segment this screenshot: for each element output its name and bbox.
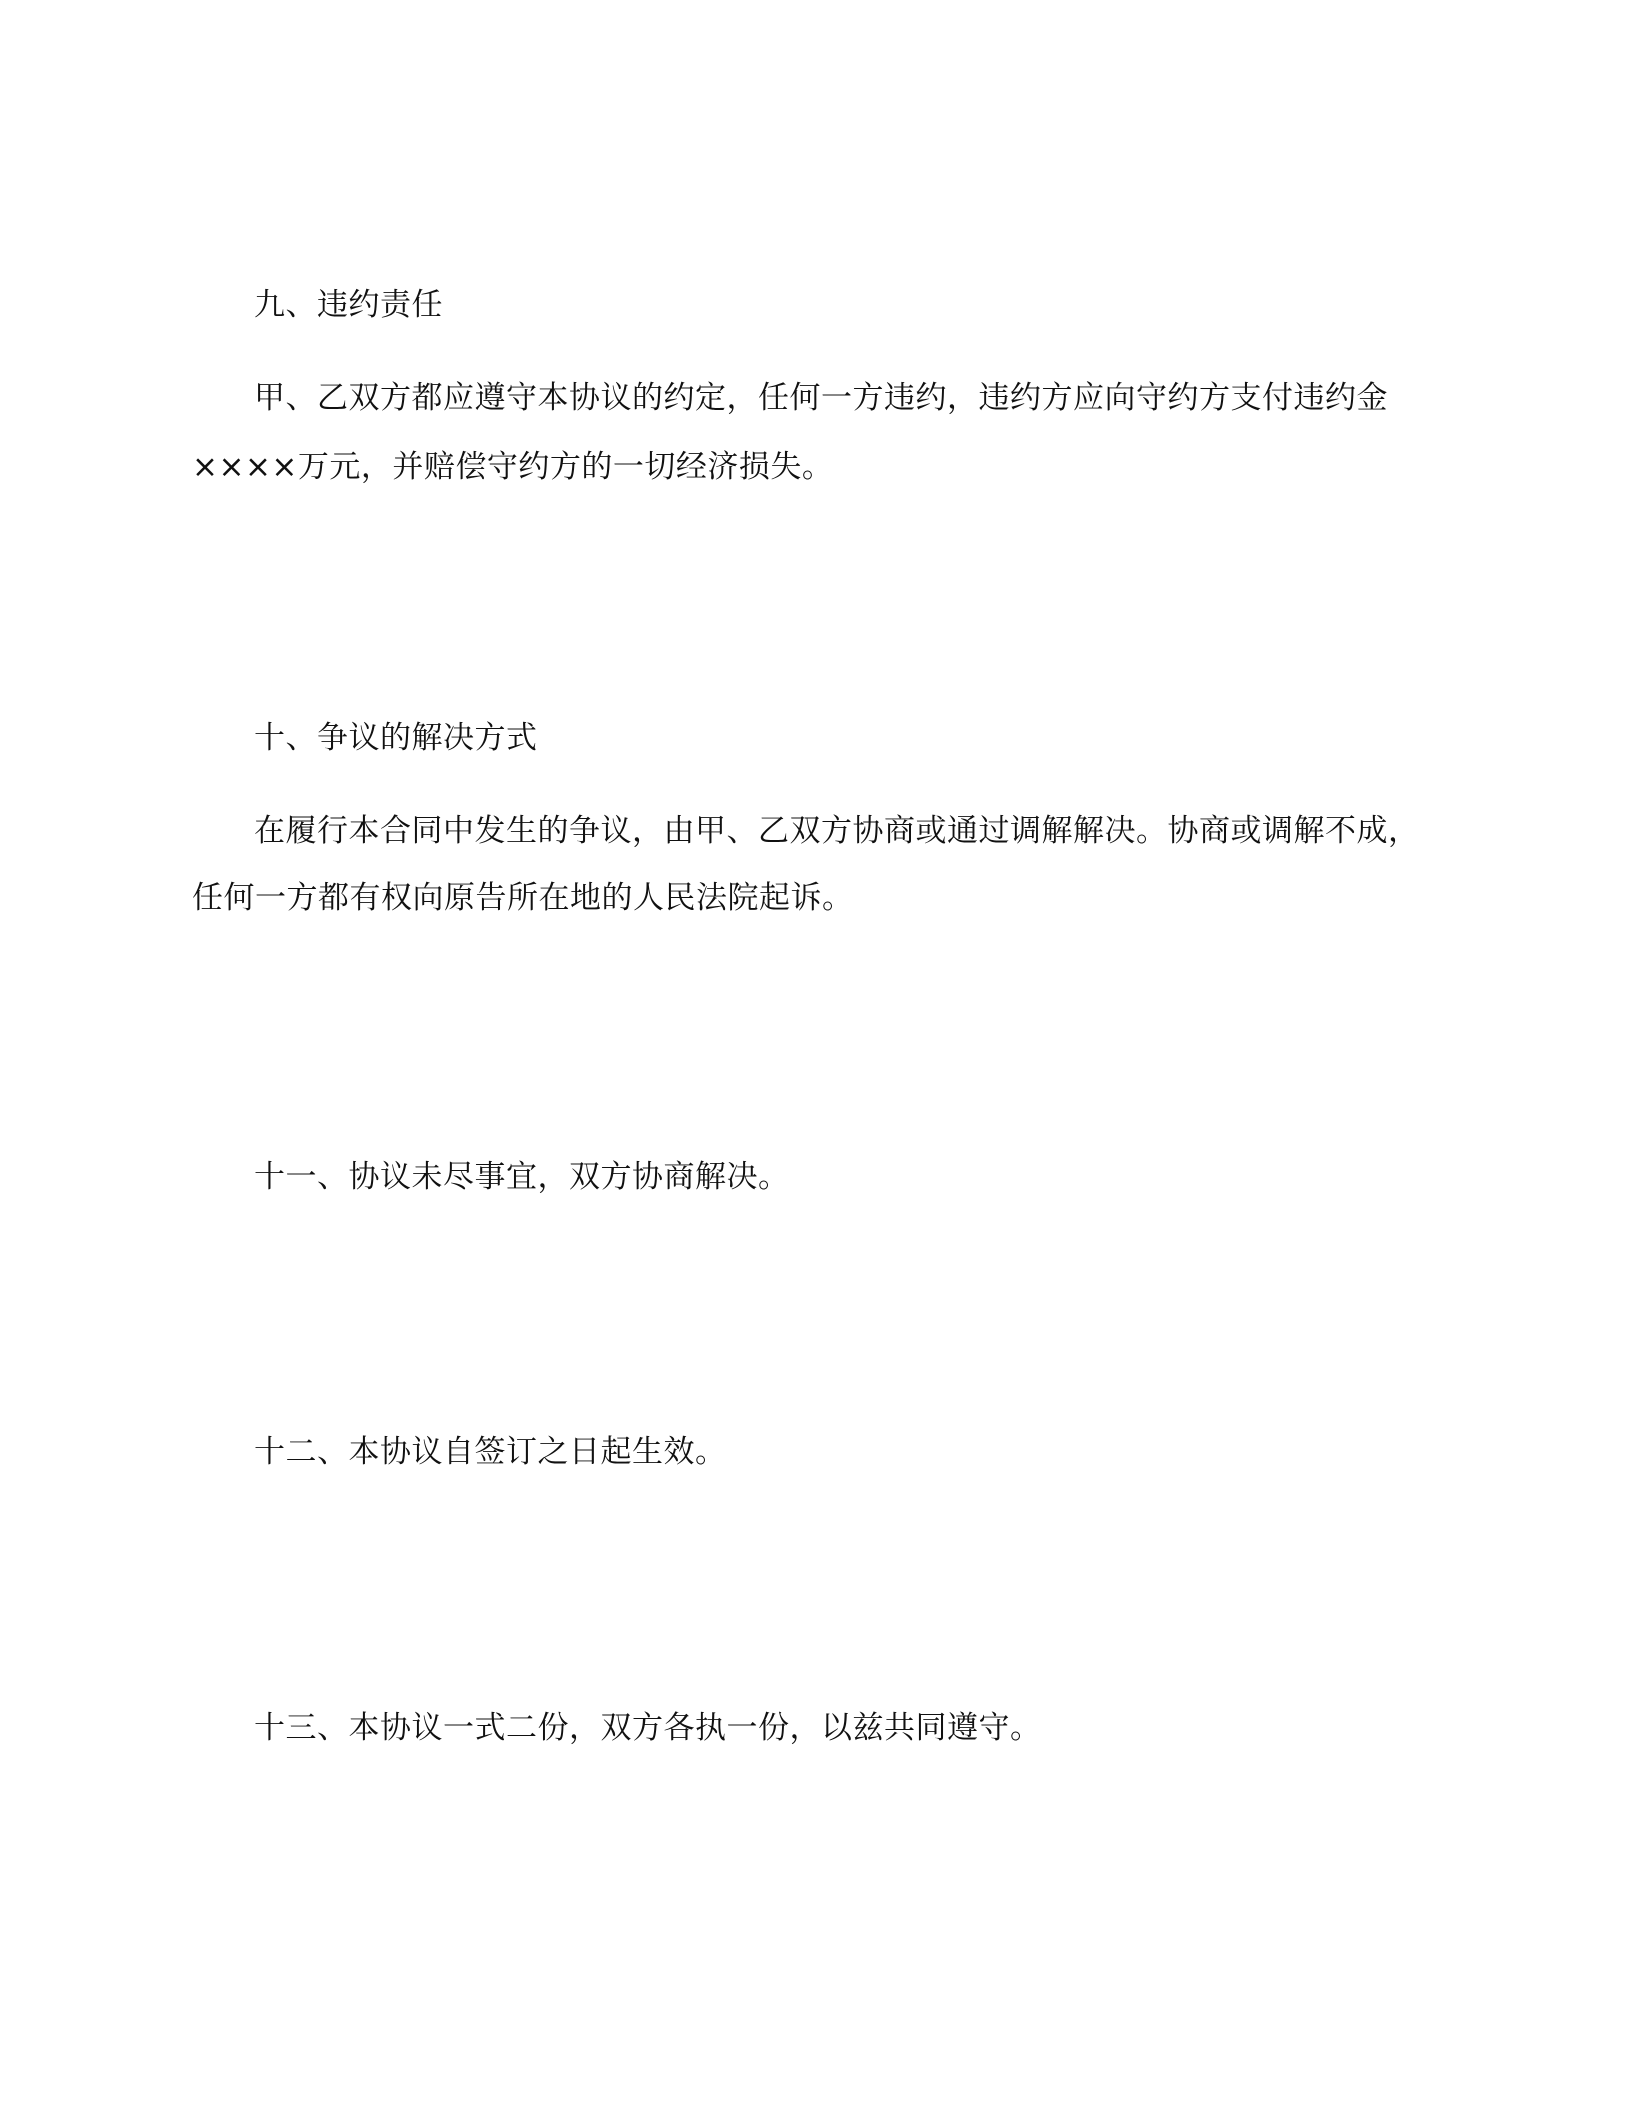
section-9-body-line-2: ××××万元，并赔偿守约方的一切经济损失。 xyxy=(192,449,834,485)
section-heading-13: 十三、本协议一式二份，双方各执一份，以兹共同遵守。 xyxy=(254,1710,1042,1746)
section-10-body-line-1: 在履行本合同中发生的争议，由甲、乙双方协商或通过调解解决。协商或调解不成， xyxy=(254,813,1420,849)
section-heading-11: 十一、协议未尽事宜，双方协商解决。 xyxy=(254,1159,790,1195)
section-heading-10: 十、争议的解决方式 xyxy=(254,720,538,756)
section-heading-12: 十二、本协议自签订之日起生效。 xyxy=(254,1434,727,1470)
section-9-body-line-1: 甲、乙双方都应遵守本协议的约定，任何一方违约，违约方应向守约方支付违约金 xyxy=(254,380,1388,416)
section-heading-9: 九、违约责任 xyxy=(254,287,443,323)
section-10-body-line-2: 任何一方都有权向原告所在地的人民法院起诉。 xyxy=(192,880,854,916)
